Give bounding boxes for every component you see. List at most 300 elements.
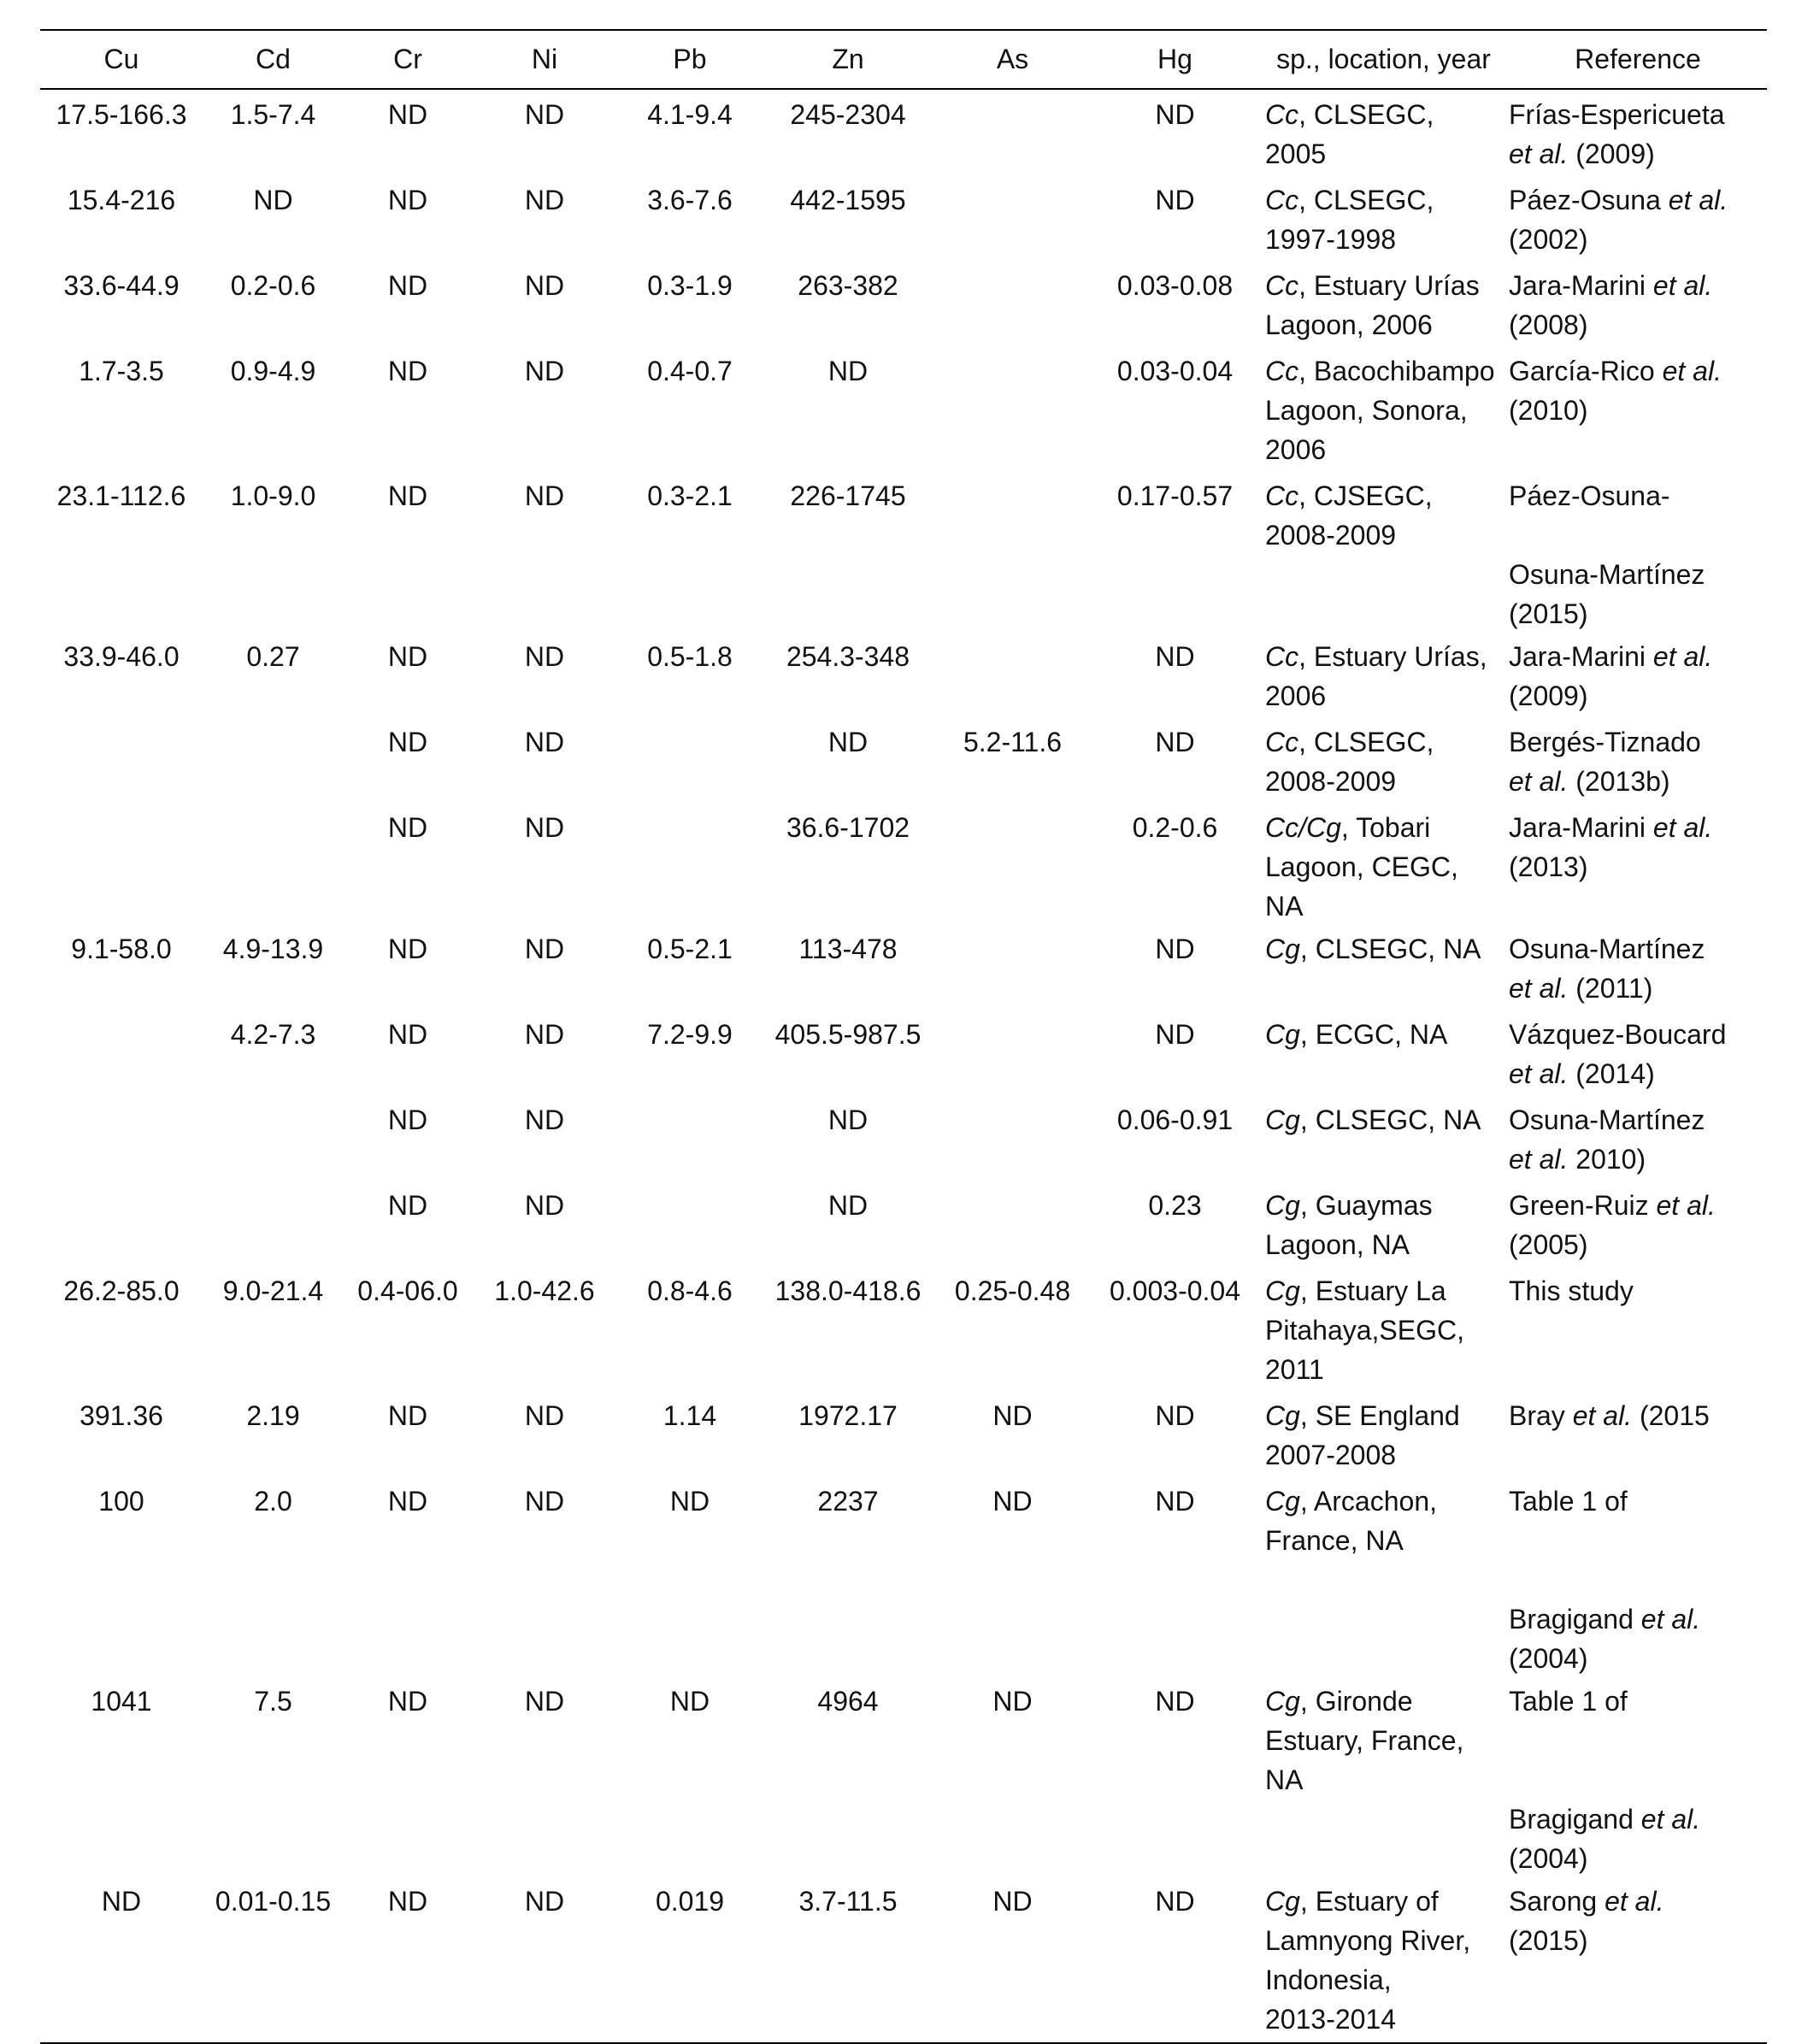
cell-hg: ND bbox=[1155, 1019, 1195, 1050]
location-text: Lagoon, NA bbox=[1265, 1229, 1410, 1260]
cell-cd: 1.0-9.0 bbox=[230, 480, 316, 511]
cell-cr: ND bbox=[387, 480, 428, 511]
species-code: Cc bbox=[1265, 727, 1299, 757]
species-code: Cg bbox=[1265, 1275, 1300, 1306]
location-text: , Arcachon, bbox=[1299, 1486, 1437, 1517]
cell-ni: ND bbox=[524, 1486, 565, 1517]
et-al-text: et al. bbox=[1656, 1190, 1716, 1221]
cell-ni: ND bbox=[524, 270, 565, 301]
species-code: Cg bbox=[1265, 1486, 1300, 1517]
et-al-text: et al. bbox=[1572, 1400, 1633, 1431]
cell-cr: ND bbox=[387, 1686, 428, 1717]
species-code: Cg bbox=[1265, 1886, 1300, 1917]
header-pb: Pb bbox=[673, 44, 707, 74]
cell-as bbox=[933, 348, 1092, 473]
cell-pb: 4.1-9.4 bbox=[647, 99, 733, 130]
location-text: , Estuary of bbox=[1299, 1886, 1439, 1917]
cell-cr: ND bbox=[387, 934, 428, 964]
cell-hg: 0.06-0.91 bbox=[1116, 1104, 1234, 1135]
reference-text: This study bbox=[1509, 1275, 1634, 1306]
reference-text: García-Rico bbox=[1509, 356, 1663, 386]
location-text: Lamnyong River, bbox=[1265, 1925, 1471, 1956]
cell-reference bbox=[1502, 1182, 1767, 1268]
table-row bbox=[40, 719, 1767, 804]
reference-text: (2009) bbox=[1568, 138, 1655, 169]
et-al-text: et al. bbox=[1662, 356, 1722, 386]
cell-zn: 263-382 bbox=[798, 270, 898, 301]
reference-text: Jara-Marini bbox=[1509, 270, 1653, 301]
reference-text: (2011) bbox=[1568, 973, 1653, 1004]
table-row bbox=[40, 1097, 1767, 1182]
cell-zn: ND bbox=[827, 1104, 869, 1135]
cell-ni: ND bbox=[524, 727, 565, 757]
reference-text: Bragigand bbox=[1509, 1804, 1641, 1835]
cell-species-location-year bbox=[1258, 719, 1502, 804]
et-al-text: et al. bbox=[1509, 973, 1569, 1004]
header-as: As bbox=[996, 44, 1029, 74]
cell-as: ND bbox=[992, 1886, 1033, 1917]
cell-as bbox=[933, 1011, 1092, 1097]
et-al-text: et al. bbox=[1509, 1144, 1569, 1175]
cell-zn: 36.6-1702 bbox=[786, 812, 910, 843]
cell-ni: 1.0-42.6 bbox=[494, 1275, 595, 1306]
et-al-text: et al. bbox=[1640, 1804, 1701, 1835]
cell-species-location-year bbox=[1258, 473, 1502, 633]
cell-ni: ND bbox=[524, 356, 565, 386]
cell-as bbox=[933, 473, 1092, 633]
cell-zn: 254.3-348 bbox=[786, 641, 910, 672]
cell-species-location-year bbox=[1258, 1478, 1502, 1678]
location-text: , CLSEGC, bbox=[1298, 727, 1434, 757]
reference-text: Vázquez-Boucard bbox=[1509, 1019, 1727, 1050]
header-cu: Cu bbox=[103, 44, 139, 74]
location-text: Lagoon, 2006 bbox=[1265, 309, 1433, 340]
reference-text: (2015 bbox=[1632, 1400, 1710, 1431]
reference-text: (2004) bbox=[1509, 1643, 1588, 1674]
location-text: , CLSEGC, NA bbox=[1299, 934, 1481, 964]
cell-reference bbox=[1502, 262, 1767, 348]
cell-ni: ND bbox=[524, 480, 565, 511]
cell-reference bbox=[1502, 1011, 1767, 1097]
cell-cu: 15.4-216 bbox=[67, 185, 176, 215]
species-code: Cc bbox=[1265, 99, 1299, 130]
cell-cd: ND bbox=[253, 185, 293, 215]
cell-species-location-year bbox=[1258, 1878, 1502, 2043]
cell-cd: 0.27 bbox=[246, 641, 300, 672]
cell-ni: ND bbox=[524, 99, 565, 130]
table-row bbox=[40, 177, 1767, 262]
et-al-text: et al. bbox=[1668, 185, 1728, 215]
reference-text: 2010) bbox=[1568, 1144, 1646, 1175]
cell-as: ND bbox=[992, 1400, 1033, 1431]
cell-reference bbox=[1502, 89, 1767, 177]
cell-ni: ND bbox=[524, 1400, 565, 1431]
reference-text: Osuna-Martínez bbox=[1509, 934, 1705, 964]
location-text: , CLSEGC, NA bbox=[1299, 1104, 1481, 1135]
cell-pb: 0.3-2.1 bbox=[647, 480, 733, 511]
location-text: Indonesia, bbox=[1265, 1964, 1392, 1995]
cell-ni: ND bbox=[524, 185, 565, 215]
cell-pb: ND bbox=[669, 1686, 710, 1717]
species-code: Cc bbox=[1265, 270, 1299, 301]
cell-cu: 33.9-46.0 bbox=[63, 641, 180, 672]
cell-as bbox=[933, 633, 1092, 719]
species-code: Cc/Cg bbox=[1265, 812, 1341, 843]
table-row bbox=[40, 804, 1767, 926]
cell-cu bbox=[40, 719, 203, 804]
cell-ni: ND bbox=[524, 1190, 565, 1221]
cell-species-location-year bbox=[1258, 1097, 1502, 1182]
table-row bbox=[40, 1678, 1767, 1878]
cell-cu: 1041 bbox=[91, 1686, 152, 1717]
reference-text: (2015) bbox=[1509, 1925, 1588, 1956]
table-header-row bbox=[40, 30, 1767, 89]
cell-reference bbox=[1502, 1878, 1767, 2043]
reference-text: Table 1 of bbox=[1509, 1486, 1628, 1517]
species-code: Cg bbox=[1265, 1019, 1300, 1050]
cell-cu bbox=[40, 1011, 203, 1097]
header-cd: Cd bbox=[256, 44, 291, 74]
location-text: 2008-2009 bbox=[1265, 766, 1397, 797]
cell-pb: 0.8-4.6 bbox=[647, 1275, 733, 1306]
cell-zn: 113-478 bbox=[798, 934, 898, 964]
cell-ni: ND bbox=[524, 934, 565, 964]
cell-cu bbox=[40, 1182, 203, 1268]
location-text: , CLSEGC, 2005 bbox=[1265, 99, 1434, 169]
cell-zn: 245-2304 bbox=[790, 99, 906, 130]
cell-zn: 226-1745 bbox=[790, 480, 906, 511]
et-al-text: et al. bbox=[1509, 1058, 1569, 1089]
cell-ni: ND bbox=[524, 1886, 565, 1917]
cell-cd: 1.5-7.4 bbox=[230, 99, 316, 130]
cell-cr: ND bbox=[387, 185, 428, 215]
cell-cu: 17.5-166.3 bbox=[56, 99, 187, 130]
cell-hg: ND bbox=[1155, 727, 1195, 757]
cell-cr: ND bbox=[387, 1104, 428, 1135]
cell-zn: 3.7-11.5 bbox=[798, 1886, 898, 1917]
cell-zn: ND bbox=[827, 1190, 869, 1221]
cell-hg: 0.17-0.57 bbox=[1116, 480, 1234, 511]
cell-reference bbox=[1502, 473, 1767, 633]
cell-hg: 0.23 bbox=[1148, 1190, 1202, 1221]
header-cr: Cr bbox=[393, 44, 422, 74]
cell-hg: 0.003-0.04 bbox=[1109, 1275, 1240, 1306]
cell-cr: ND bbox=[387, 727, 428, 757]
species-code: Cg bbox=[1265, 1686, 1300, 1717]
table-row bbox=[40, 1393, 1767, 1478]
location-text: , Tobari bbox=[1340, 812, 1431, 843]
header-hg: Hg bbox=[1157, 44, 1192, 74]
cell-reference bbox=[1502, 1268, 1767, 1393]
cell-cd: 2.0 bbox=[254, 1486, 292, 1517]
cell-hg: ND bbox=[1155, 1886, 1195, 1917]
cell-hg: ND bbox=[1155, 641, 1195, 672]
reference-text: Bergés-Tiznado bbox=[1509, 727, 1701, 757]
reference-text: (2008) bbox=[1509, 309, 1588, 340]
table-body bbox=[40, 89, 1767, 2043]
cell-hg: ND bbox=[1155, 934, 1195, 964]
cell-as bbox=[933, 89, 1092, 177]
cell-zn: ND bbox=[827, 356, 869, 386]
cell-cr: ND bbox=[387, 1019, 428, 1050]
cell-reference bbox=[1502, 1678, 1767, 1878]
table-page bbox=[40, 29, 1767, 2044]
reference-text: Sarong bbox=[1509, 1886, 1605, 1917]
species-code: Cg bbox=[1265, 1400, 1300, 1431]
cell-cd: 0.9-4.9 bbox=[230, 356, 316, 386]
cell-cu: 33.6-44.9 bbox=[63, 270, 180, 301]
cell-hg: ND bbox=[1155, 1686, 1195, 1717]
cell-cu: 1.7-3.5 bbox=[79, 356, 164, 386]
cell-hg: ND bbox=[1155, 1400, 1195, 1431]
cell-cu: 23.1-112.6 bbox=[56, 480, 186, 511]
cell-species-location-year bbox=[1258, 633, 1502, 719]
metals-comparison-table bbox=[40, 29, 1767, 2044]
table-row bbox=[40, 1182, 1767, 1268]
location-text: 2013-2014 bbox=[1265, 2004, 1397, 2035]
cell-as: 5.2-11.6 bbox=[963, 727, 1063, 757]
et-al-text: et al. bbox=[1652, 270, 1713, 301]
cell-species-location-year bbox=[1258, 177, 1502, 262]
table-row bbox=[40, 89, 1767, 177]
cell-cu: 391.36 bbox=[79, 1400, 163, 1431]
cell-cd: 0.01-0.15 bbox=[215, 1886, 332, 1917]
cell-as: 0.25-0.48 bbox=[954, 1275, 1071, 1306]
cell-ni: ND bbox=[524, 1686, 565, 1717]
cell-as: ND bbox=[992, 1486, 1033, 1517]
location-text: , Estuary La bbox=[1299, 1275, 1446, 1306]
location-text: 2007-2008 bbox=[1265, 1440, 1397, 1470]
et-al-text: et al. bbox=[1652, 641, 1713, 672]
cell-hg: ND bbox=[1155, 185, 1195, 215]
cell-cu: ND bbox=[101, 1886, 142, 1917]
cell-pb bbox=[617, 1182, 763, 1268]
cell-cr: ND bbox=[387, 1886, 428, 1917]
cell-pb: 0.5-1.8 bbox=[647, 641, 733, 672]
table-row bbox=[40, 473, 1767, 633]
cell-pb: ND bbox=[669, 1486, 710, 1517]
species-code: Cg bbox=[1265, 934, 1300, 964]
cell-cr: ND bbox=[387, 356, 428, 386]
cell-as bbox=[933, 262, 1092, 348]
cell-pb: 3.6-7.6 bbox=[647, 185, 733, 215]
cell-cu: 26.2-85.0 bbox=[63, 1275, 180, 1306]
cell-reference bbox=[1502, 719, 1767, 804]
cell-pb: 0.019 bbox=[655, 1886, 725, 1917]
reference-text: (2009) bbox=[1509, 680, 1588, 711]
reference-text: Green-Ruiz bbox=[1509, 1190, 1657, 1221]
reference-text: (2010) bbox=[1509, 395, 1588, 426]
cell-hg: 0.2-0.6 bbox=[1132, 812, 1218, 843]
cell-pb: 0.3-1.9 bbox=[647, 270, 733, 301]
cell-pb: 7.2-9.9 bbox=[647, 1019, 733, 1050]
reference-text: Bray bbox=[1509, 1400, 1573, 1431]
cell-as bbox=[933, 1182, 1092, 1268]
location-text: 1997-1998 bbox=[1265, 224, 1397, 255]
cell-hg: 0.03-0.04 bbox=[1116, 356, 1234, 386]
cell-reference bbox=[1502, 1478, 1767, 1678]
cell-zn: 4964 bbox=[817, 1686, 879, 1717]
location-text: , SE England bbox=[1299, 1400, 1460, 1431]
cell-species-location-year bbox=[1258, 1678, 1502, 1878]
cell-cr: ND bbox=[387, 812, 428, 843]
reference-text: (2015) bbox=[1509, 598, 1588, 629]
table-row bbox=[40, 1478, 1767, 1678]
reference-text: Osuna-Martínez bbox=[1509, 1104, 1705, 1135]
cell-cd: 4.2-7.3 bbox=[230, 1019, 316, 1050]
location-text: , Guaymas bbox=[1299, 1190, 1433, 1221]
cell-species-location-year bbox=[1258, 1393, 1502, 1478]
cell-cr: ND bbox=[387, 1190, 428, 1221]
cell-zn: ND bbox=[827, 727, 869, 757]
cell-reference bbox=[1502, 1393, 1767, 1478]
species-code: Cc bbox=[1265, 641, 1299, 672]
cell-cr: ND bbox=[387, 1400, 428, 1431]
location-text: , Gironde bbox=[1299, 1686, 1413, 1717]
cell-cr: ND bbox=[387, 270, 428, 301]
cell-reference bbox=[1502, 804, 1767, 926]
location-text: Estuary, France, bbox=[1265, 1725, 1464, 1756]
reference-text: (2013) bbox=[1509, 851, 1588, 882]
cell-cd bbox=[203, 804, 344, 926]
cell-reference bbox=[1502, 926, 1767, 1011]
cell-ni: ND bbox=[524, 1104, 565, 1135]
cell-reference bbox=[1502, 177, 1767, 262]
cell-pb: 0.4-0.7 bbox=[647, 356, 733, 386]
reference-text: Osuna-Martínez bbox=[1509, 559, 1705, 590]
species-code: Cc bbox=[1265, 356, 1299, 386]
cell-species-location-year bbox=[1258, 89, 1502, 177]
table-row bbox=[40, 1878, 1767, 2043]
cell-pb bbox=[617, 804, 763, 926]
species-code: Cg bbox=[1265, 1104, 1300, 1135]
et-al-text: et al. bbox=[1509, 766, 1569, 797]
cell-cd bbox=[203, 1182, 344, 1268]
cell-pb bbox=[617, 1097, 763, 1182]
cell-zn: 2237 bbox=[817, 1486, 879, 1517]
location-text: NA bbox=[1265, 1764, 1304, 1795]
cell-zn: 138.0-418.6 bbox=[774, 1275, 922, 1306]
header-species-location-year: sp., location, year bbox=[1276, 44, 1491, 74]
cell-zn: 1972.17 bbox=[798, 1400, 898, 1431]
cell-pb: 0.5-2.1 bbox=[647, 934, 733, 964]
cell-as: ND bbox=[992, 1686, 1033, 1717]
cell-cd: 2.19 bbox=[246, 1400, 300, 1431]
et-al-text: et al. bbox=[1652, 812, 1713, 843]
cell-cr: 0.4-06.0 bbox=[357, 1275, 458, 1306]
reference-text: (2002) bbox=[1509, 224, 1588, 255]
reference-text: (2005) bbox=[1509, 1229, 1588, 1260]
cell-reference bbox=[1502, 633, 1767, 719]
cell-cd bbox=[203, 1097, 344, 1182]
cell-zn: 442-1595 bbox=[790, 185, 906, 215]
location-text: , CLSEGC, bbox=[1298, 185, 1434, 215]
cell-as bbox=[933, 177, 1092, 262]
table-row bbox=[40, 348, 1767, 473]
cell-cu bbox=[40, 1097, 203, 1182]
location-text: Lagoon, Sonora, bbox=[1265, 395, 1468, 426]
location-text: , CJSEGC, bbox=[1298, 480, 1433, 511]
table-row bbox=[40, 1268, 1767, 1393]
species-code: Cc bbox=[1265, 185, 1299, 215]
cell-ni: ND bbox=[524, 641, 565, 672]
et-al-text: et al. bbox=[1605, 1886, 1664, 1917]
reference-text: Jara-Marini bbox=[1509, 641, 1653, 672]
location-text: , Estuary Urías, bbox=[1298, 641, 1487, 672]
cell-cd: 0.2-0.6 bbox=[230, 270, 316, 301]
cell-as bbox=[933, 1097, 1092, 1182]
location-text: 2008-2009 bbox=[1265, 520, 1397, 551]
header-ni: Ni bbox=[531, 44, 558, 74]
location-text: 2006 bbox=[1265, 680, 1327, 711]
cell-zn: 405.5-987.5 bbox=[774, 1019, 922, 1050]
cell-pb: 1.14 bbox=[662, 1400, 717, 1431]
cell-cu: 100 bbox=[98, 1486, 144, 1517]
cell-ni: ND bbox=[524, 812, 565, 843]
reference-text: (2004) bbox=[1509, 1843, 1588, 1874]
et-al-text: et al. bbox=[1640, 1604, 1701, 1635]
cell-species-location-year bbox=[1258, 262, 1502, 348]
reference-text: Jara-Marini bbox=[1509, 812, 1653, 843]
location-text: France, NA bbox=[1265, 1525, 1404, 1556]
location-text: Pitahaya,SEGC, bbox=[1265, 1315, 1464, 1346]
cell-hg: 0.03-0.08 bbox=[1116, 270, 1234, 301]
reference-text: Páez-Osuna bbox=[1509, 185, 1669, 215]
location-text: Lagoon, CEGC, NA bbox=[1265, 851, 1458, 922]
reference-text: Páez-Osuna- bbox=[1509, 480, 1670, 511]
location-text: , ECGC, NA bbox=[1299, 1019, 1448, 1050]
location-text: , Estuary Urías bbox=[1298, 270, 1480, 301]
cell-hg: ND bbox=[1155, 99, 1195, 130]
cell-species-location-year bbox=[1258, 926, 1502, 1011]
header-zn: Zn bbox=[832, 44, 864, 74]
cell-cu: 9.1-58.0 bbox=[71, 934, 172, 964]
cell-cr: ND bbox=[387, 1486, 428, 1517]
cell-cd: 4.9-13.9 bbox=[222, 934, 324, 964]
et-al-text: et al. bbox=[1509, 138, 1569, 169]
cell-species-location-year bbox=[1258, 1182, 1502, 1268]
cell-species-location-year bbox=[1258, 1011, 1502, 1097]
cell-hg: ND bbox=[1155, 1486, 1195, 1517]
cell-cu bbox=[40, 804, 203, 926]
reference-text: (2014) bbox=[1568, 1058, 1655, 1089]
table-row bbox=[40, 262, 1767, 348]
cell-cr: ND bbox=[387, 99, 428, 130]
location-text: , Bacochibampo bbox=[1298, 356, 1495, 386]
cell-cd bbox=[203, 719, 344, 804]
cell-cd: 7.5 bbox=[254, 1686, 292, 1717]
location-text: 2006 bbox=[1265, 434, 1327, 465]
cell-as bbox=[933, 804, 1092, 926]
reference-text: Bragigand bbox=[1509, 1604, 1641, 1635]
reference-text: Frías-Espericueta bbox=[1509, 99, 1725, 130]
reference-text: (2013b) bbox=[1568, 766, 1670, 797]
species-code: Cg bbox=[1265, 1190, 1300, 1221]
cell-pb bbox=[617, 719, 763, 804]
cell-cd: 9.0-21.4 bbox=[222, 1275, 324, 1306]
cell-reference bbox=[1502, 348, 1767, 473]
species-code: Cc bbox=[1265, 480, 1299, 511]
cell-cr: ND bbox=[387, 641, 428, 672]
location-text: 2011 bbox=[1265, 1354, 1324, 1385]
table-row bbox=[40, 926, 1767, 1011]
cell-as bbox=[933, 926, 1092, 1011]
header-reference: Reference bbox=[1575, 44, 1701, 74]
cell-species-location-year bbox=[1258, 348, 1502, 473]
cell-reference bbox=[1502, 1097, 1767, 1182]
reference-text: Table 1 of bbox=[1509, 1686, 1628, 1717]
table-row bbox=[40, 1011, 1767, 1097]
